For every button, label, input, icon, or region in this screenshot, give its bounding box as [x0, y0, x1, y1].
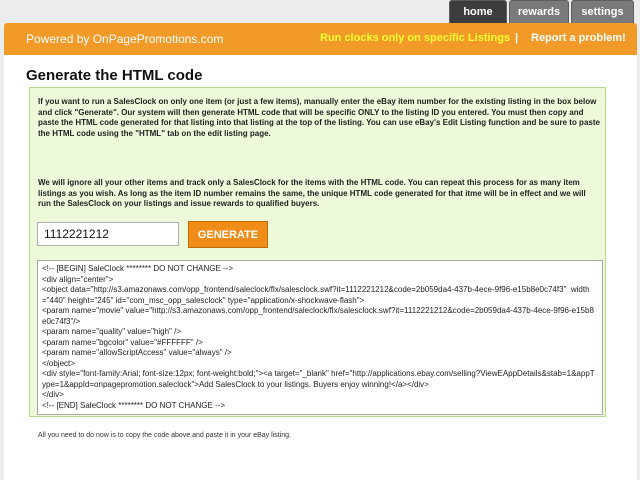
header-separator: | [515, 32, 519, 44]
intro-paragraph: If you want to run a SalesClock on only one item (or just a few items), manually enter the eBay item number for the existing listing in the box below and click "Generate". Our system will then generate HTML code that will be specific ONLY to the listing ID you entered. You must then copy and paste the HTML code generated for that listing into that listing at the top of the listing. You can use eBay's Edit Listing function and be sure to paste the HTML code using the "HTML" tab on the edit listing page. [38, 97, 600, 138]
tab-rewards[interactable]: rewards [509, 0, 569, 23]
code-line: <param name="movie" value="http://s3.amazonaws.com/opp_frontend/saleclock/flx/salesclock.swf?it=1112221212&code=2b059da4-437b-4ece-9f96-e15b8e0c74f3"/> [42, 306, 594, 326]
tab-home[interactable]: home [449, 0, 507, 23]
code-line: <object data="http://s3.amazonaws.com/opp_frontend/saleclock/flx/salesclock.swf?it=1112221212&code=2b059da4-437b-4ece-9f96-e15b8e0c74f3" width="440" height="245" id="com_msc_opp_salesclock" type="application/x-shockwave-flash"> [42, 285, 590, 305]
code-line: </object> [42, 358, 75, 368]
ignore-paragraph: We will ignore all your other items and track only a SalesClock for the items with the HTML code. You can repeat this process for as many item listings as you wish. As long as the item ID number remains the same, the unique HTML code generated for that itme will be in effect and we will run the SalesClock on your listings and issue rewards to qualified buyers. [38, 178, 586, 208]
main-content [4, 55, 637, 480]
code-line: </div> [42, 390, 64, 399]
code-line: <param name="allowScriptAccess" value="always" /> [42, 348, 232, 357]
code-line: <!-- [BEGIN] SaleClock ******** DO NOT CHANGE --> [42, 264, 234, 273]
item-number-input[interactable] [37, 222, 179, 246]
generate-button[interactable]: GENERATE [188, 221, 268, 248]
run-clocks-link[interactable]: Run clocks only on specific Listings [320, 32, 511, 44]
code-line: <div align="center"> [42, 274, 114, 284]
html-code-textarea[interactable] [37, 260, 603, 415]
footer-note: All you need to do now is to copy the code above and paste it in your eBay listing. [38, 432, 291, 439]
code-line: <div style="font-family:Arial; font-size:12px; font-weight:bold;"><a target="_blank" href="http://applications.ebay.com/selling?ViewEAppDetails&stab=1&appType=1&appId=onpagepromotion.saleclock">Add SalesClock to your listings. Buyers enjoy winning!</a></div> [42, 369, 595, 389]
tab-settings[interactable]: settings [571, 0, 634, 23]
page-title: Generate the HTML code [26, 67, 203, 84]
report-problem-link[interactable]: Report a problem! [531, 32, 626, 44]
powered-by-text: Powered by OnPagePromotions.com [26, 32, 224, 46]
header-bar [4, 23, 637, 55]
code-line: <!-- [END] SaleClock ******** DO NOT CHANGE --> [42, 400, 226, 410]
code-line: <param name="bgcolor" value="#FFFFFF" /> [42, 337, 203, 347]
code-line: <param name="quality" value="high" /> [42, 327, 181, 336]
generate-panel [29, 87, 606, 439]
top-tabs [449, 0, 634, 23]
